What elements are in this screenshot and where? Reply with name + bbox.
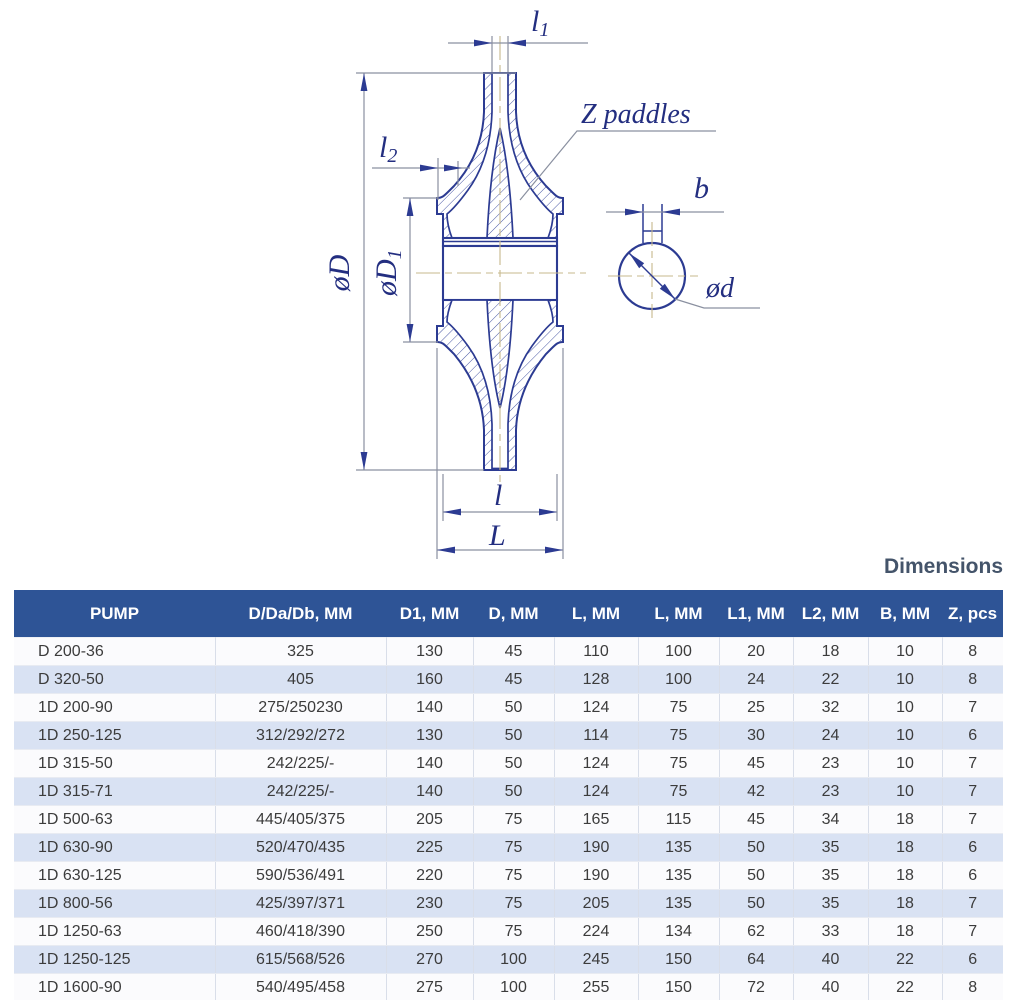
dimension-value-cell: 23 [793,750,868,778]
table-row [14,890,1003,918]
label-l2: l2 [379,131,398,167]
label-phiD: øD [323,254,356,292]
dimension-value-cell: 75 [473,834,554,862]
dimension-value-cell: 62 [719,918,793,946]
dimension-value-cell: 100 [638,638,719,666]
dimension-value-cell: 24 [719,666,793,694]
dimension-value-cell: 7 [942,918,1003,946]
dimension-value-cell: 24 [793,722,868,750]
column-header: L2, MM [793,590,868,638]
dimension-value-cell: 130 [386,638,473,666]
column-header: L, MM [554,590,638,638]
pump-name-cell: 1D 315-71 [14,778,215,806]
dimension-value-cell: 10 [868,778,942,806]
label-L: L [489,519,506,552]
dimension-value-cell: 75 [638,694,719,722]
table-row [14,806,1003,834]
dimension-value-cell: 405 [215,666,386,694]
dimension-value-cell: 10 [868,694,942,722]
dimension-value-cell: 34 [793,806,868,834]
dimension-value-cell: 10 [868,722,942,750]
dimension-value-cell: 135 [638,862,719,890]
dimension-value-cell: 18 [868,834,942,862]
dimension-value-cell: 110 [554,638,638,666]
dimension-value-cell: 18 [868,890,942,918]
column-header: B, MM [868,590,942,638]
dimension-value-cell: 6 [942,834,1003,862]
dimension-value-cell: 190 [554,834,638,862]
dimension-value-cell: 50 [719,862,793,890]
dimension-value-cell: 8 [942,638,1003,666]
dimension-value-cell: 64 [719,946,793,974]
dimension-value-cell: 590/536/491 [215,862,386,890]
dimension-value-cell: 150 [638,974,719,1000]
dimension-value-cell: 224 [554,918,638,946]
dimension-value-cell: 134 [638,918,719,946]
dimension-value-cell: 245 [554,946,638,974]
pump-name-cell: 1D 1250-63 [14,918,215,946]
dimension-value-cell: 135 [638,834,719,862]
dimension-value-cell: 325 [215,638,386,666]
dimension-value-cell: 22 [793,666,868,694]
dimension-value-cell: 35 [793,834,868,862]
dimension-value-cell: 33 [793,918,868,946]
pump-name-cell: 1D 630-125 [14,862,215,890]
dimension-value-cell: 460/418/390 [215,918,386,946]
dimension-value-cell: 205 [386,806,473,834]
dimension-value-cell: 255 [554,974,638,1000]
dimension-value-cell: 75 [473,890,554,918]
label-l: l [494,479,503,512]
dimension-value-cell: 520/470/435 [215,834,386,862]
dimension-value-cell: 124 [554,694,638,722]
pump-name-cell: 1D 800-56 [14,890,215,918]
dimension-value-cell: 8 [942,666,1003,694]
dimension-value-cell: 275 [386,974,473,1000]
dimension-value-cell: 128 [554,666,638,694]
column-header: D/Da/Db, MM [215,590,386,638]
dimension-value-cell: 40 [793,946,868,974]
dimension-value-cell: 18 [868,862,942,890]
pump-name-cell: 1D 250-125 [14,722,215,750]
label-phiD1: øD1 [370,249,406,296]
dimension-value-cell: 50 [719,834,793,862]
dimension-value-cell: 32 [793,694,868,722]
table-body [14,638,1003,1000]
dimension-value-cell: 75 [473,918,554,946]
table-row [14,750,1003,778]
dimension-value-cell: 45 [719,750,793,778]
dimension-value-cell: 10 [868,638,942,666]
pump-name-cell: D 200-36 [14,638,215,666]
dimension-value-cell: 205 [554,890,638,918]
dimension-value-cell: 10 [868,666,942,694]
table-row [14,918,1003,946]
dimension-value-cell: 30 [719,722,793,750]
table-row [14,722,1003,750]
dimension-value-cell: 100 [473,974,554,1000]
dimension-value-cell: 45 [473,638,554,666]
dimension-value-cell: 75 [473,862,554,890]
dimension-value-cell: 18 [793,638,868,666]
dimension-value-cell: 242/225/- [215,778,386,806]
dimension-value-cell: 275/250230 [215,694,386,722]
column-header: L1, MM [719,590,793,638]
label-b: b [694,172,709,205]
dimension-value-cell: 140 [386,694,473,722]
dimension-value-cell: 220 [386,862,473,890]
impeller-section-view [416,36,586,482]
dimension-value-cell: 45 [719,806,793,834]
dimension-value-cell: 250 [386,918,473,946]
dimension-value-cell: 130 [386,722,473,750]
dimension-value-cell: 270 [386,946,473,974]
dimension-value-cell: 100 [473,946,554,974]
pump-name-cell: 1D 1600-90 [14,974,215,1000]
dimension-value-cell: 140 [386,750,473,778]
table-row [14,946,1003,974]
pump-name-cell: 1D 315-50 [14,750,215,778]
dimension-value-cell: 10 [868,750,942,778]
label-l1: l1 [531,5,550,41]
shaft-section-view [608,204,698,318]
label-phid: ød [706,273,734,304]
dimension-value-cell: 6 [942,862,1003,890]
table-row [14,862,1003,890]
dimension-value-cell: 615/568/526 [215,946,386,974]
dimension-value-cell: 242/225/- [215,750,386,778]
dimension-value-cell: 140 [386,778,473,806]
dimension-value-cell: 22 [868,974,942,1000]
dimensions-heading: Dimensions [883,555,1003,578]
dimension-value-cell: 75 [473,806,554,834]
dimension-value-cell: 190 [554,862,638,890]
table-row [14,638,1003,666]
dimension-value-cell: 312/292/272 [215,722,386,750]
dimension-value-cell: 124 [554,750,638,778]
dimension-value-cell: 225 [386,834,473,862]
label-z-paddles: Z paddles [581,99,691,130]
dimension-value-cell: 100 [638,666,719,694]
dimension-value-cell: 425/397/371 [215,890,386,918]
table-row [14,834,1003,862]
dimension-value-cell: 7 [942,806,1003,834]
dimension-value-cell: 75 [638,722,719,750]
dimension-value-cell: 45 [473,666,554,694]
dimension-value-cell: 8 [942,974,1003,1000]
table-row [14,694,1003,722]
column-header: L, MM [638,590,719,638]
dimension-value-cell: 135 [638,890,719,918]
dimension-value-cell: 22 [868,946,942,974]
dimension-value-cell: 114 [554,722,638,750]
dimension-value-cell: 35 [793,862,868,890]
dimension-value-cell: 6 [942,946,1003,974]
pump-name-cell: 1D 1250-125 [14,946,215,974]
table-row [14,974,1003,1000]
dimension-value-cell: 75 [638,778,719,806]
dimension-value-cell: 230 [386,890,473,918]
dimension-value-cell: 150 [638,946,719,974]
column-header: D, MM [473,590,554,638]
dimension-value-cell: 50 [473,750,554,778]
dimension-value-cell: 50 [719,890,793,918]
dimension-value-cell: 72 [719,974,793,1000]
column-header: PUMP [14,590,215,638]
dimension-value-cell: 165 [554,806,638,834]
pump-name-cell: D 320-50 [14,666,215,694]
dimensions-table [14,590,1003,1000]
table-row [14,778,1003,806]
dimension-value-cell: 6 [942,722,1003,750]
dimension-value-cell: 50 [473,694,554,722]
dimension-value-cell: 7 [942,750,1003,778]
dimension-value-cell: 7 [942,694,1003,722]
dimension-value-cell: 35 [793,890,868,918]
dimension-value-cell: 540/495/458 [215,974,386,1000]
column-header: D1, MM [386,590,473,638]
dimension-value-cell: 18 [868,918,942,946]
pump-name-cell: 1D 200-90 [14,694,215,722]
dimension-value-cell: 50 [473,778,554,806]
dimension-value-cell: 124 [554,778,638,806]
table-header-row [14,590,1003,638]
dimension-value-cell: 42 [719,778,793,806]
table-row [14,666,1003,694]
dimension-value-cell: 445/405/375 [215,806,386,834]
pump-name-cell: 1D 500-63 [14,806,215,834]
dimension-value-cell: 40 [793,974,868,1000]
dimension-value-cell: 18 [868,806,942,834]
dimension-value-cell: 115 [638,806,719,834]
dimension-value-cell: 20 [719,638,793,666]
pump-name-cell: 1D 630-90 [14,834,215,862]
dimension-value-cell: 75 [638,750,719,778]
column-header: Z, pcs [942,590,1003,638]
dimension-value-cell: 7 [942,778,1003,806]
dimension-value-cell: 50 [473,722,554,750]
dimension-value-cell: 25 [719,694,793,722]
dimension-value-cell: 23 [793,778,868,806]
dimension-value-cell: 160 [386,666,473,694]
dimension-value-cell: 7 [942,890,1003,918]
